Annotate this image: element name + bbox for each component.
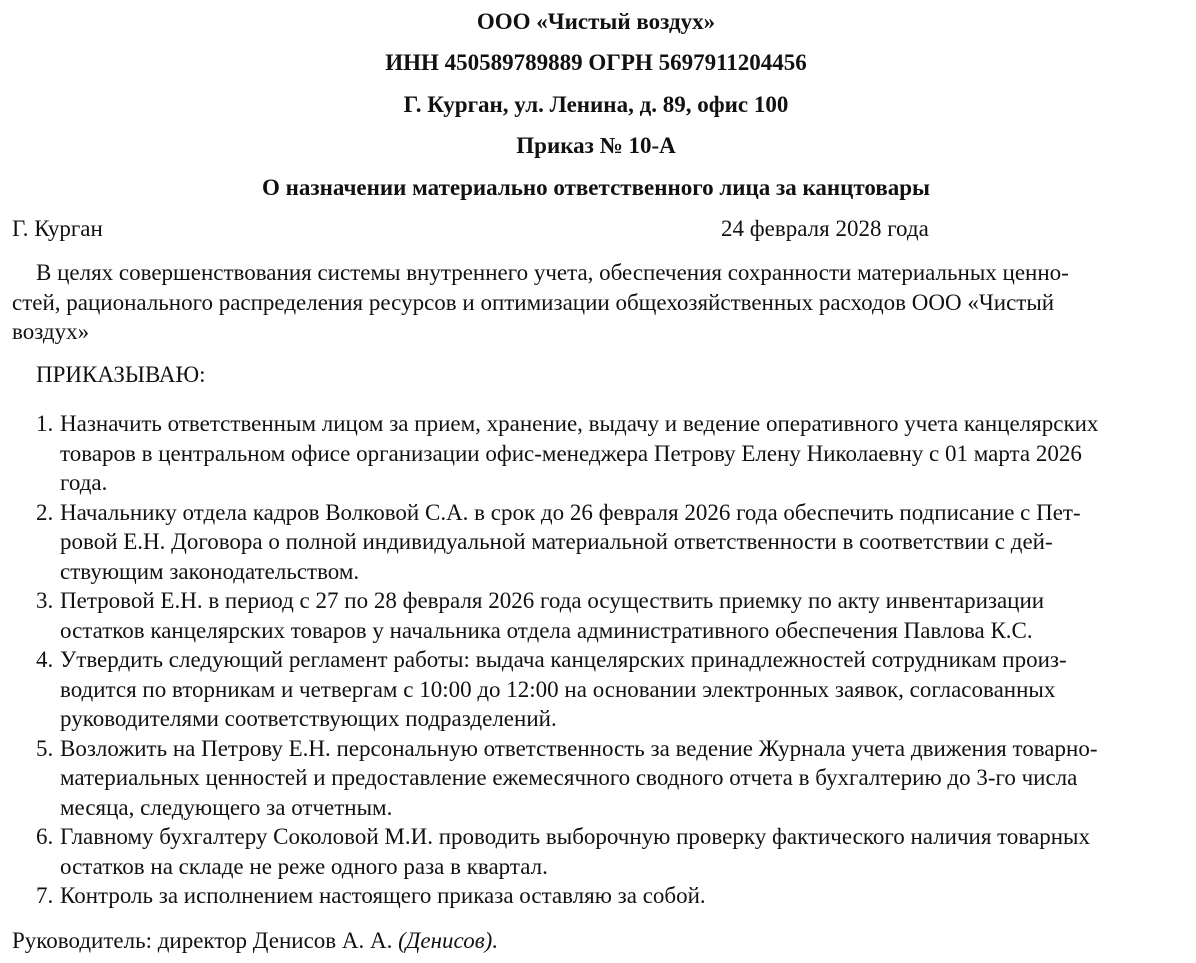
place-date-row xyxy=(12,216,1180,242)
item-line: материальных ценностей и предоставление ежемесячного сводного отчета в бухгалтерию до 3-го числа xyxy=(60,765,1078,790)
item-number: 2. xyxy=(36,499,54,525)
order-item xyxy=(36,645,1180,734)
intro-paragraph xyxy=(12,258,1180,347)
signature-line xyxy=(12,928,498,954)
order-number: Приказ № 10-А xyxy=(516,133,676,158)
order-item xyxy=(36,822,1180,881)
registration-numbers: ИНН 450589789889 ОГРН 5697911204456 xyxy=(385,50,807,75)
item-number: 7. xyxy=(36,883,54,908)
order-subject: О назначении материально ответственного лица за канцтовары xyxy=(262,175,930,200)
order-item xyxy=(36,881,1180,911)
order-item xyxy=(36,498,1180,587)
order-directive-word: ПРИКАЗЫВАЮ: xyxy=(36,362,206,387)
item-line: года. xyxy=(60,470,108,495)
handwritten-signature: (Денисов). xyxy=(398,928,499,953)
item-number: 4. xyxy=(36,647,54,672)
intro-line: В целях совершенствования системы внутреннего учета, обеспечения сохранности материальных ценно- xyxy=(36,260,1069,285)
item-line: остатков на складе не реже одного раза в квартал. xyxy=(60,853,548,879)
order-item xyxy=(36,409,1180,498)
item-line: Возложить на Петрову Е.Н. персональную ответственность за ведение Журнала учета движения товарно- xyxy=(60,735,1098,761)
company-name: ООО «Чистый воздух» xyxy=(476,9,716,34)
order-item xyxy=(36,734,1180,823)
item-line: Главному бухгалтеру Соколовой М.И. проводить выборочную проверку фактического наличия товарных xyxy=(60,824,1090,849)
item-line: Назначить ответственным лицом за прием, хранение, выдачу и ведение оперативного учета канцелярских xyxy=(60,411,1099,436)
item-line: Контроль за исполнением настоящего приказа оставляю за собой. xyxy=(60,883,706,908)
signature-label: Руководитель: директор Денисов А. А. xyxy=(12,928,393,953)
order-items-list xyxy=(36,409,1180,911)
intro-line: воздух» xyxy=(12,319,90,344)
item-line: руководителями соответствующих подразделений. xyxy=(60,706,557,731)
intro-line: стей, рационального распределения ресурсов и оптимизации общехозяйственных расходов ООО «Чистый xyxy=(12,289,1055,315)
item-line: ровой Е.Н. Договора о полной индивидуальной материальной ответственности в соответствии с дей- xyxy=(60,529,1053,554)
item-number: 5. xyxy=(36,735,54,761)
item-line: Утвердить следующий регламент работы: выдача канцелярских принадлежностей сотрудникам произ- xyxy=(60,647,1067,672)
item-number: 6. xyxy=(36,824,54,849)
item-line: Петровой Е.Н. в период с 27 по 28 февраля 2026 года осуществить приемку по акту инвентаризации xyxy=(60,588,1045,613)
item-number: 1. xyxy=(36,411,54,436)
order-item xyxy=(36,586,1180,645)
item-number: 3. xyxy=(36,588,54,613)
item-line: товаров в центральном офисе организации офис-менеджера Петрову Елену Николаевну с 01 марта 2026 xyxy=(60,440,1082,466)
item-line: месяца, следующего за отчетным. xyxy=(60,794,393,820)
company-address: Г. Курган, ул. Ленина, д. 89, офис 100 xyxy=(403,92,789,117)
item-line: Начальнику отдела кадров Волковой С.А. в срок до 26 февраля 2026 года обеспечить подписание с Пет- xyxy=(60,499,1081,525)
item-line: ствующим законодательством. xyxy=(60,558,360,584)
item-line: водится по вторникам и четвергам с 10:00 до 12:00 на основании электронных заявок, согласованных xyxy=(60,676,1056,702)
order-place: Г. Курган xyxy=(12,216,103,241)
order-date: 24 февраля 2028 года xyxy=(721,216,929,241)
item-line: остатков канцелярских товаров у начальника отдела административного обеспечения Павлова К.С. xyxy=(60,617,1033,643)
